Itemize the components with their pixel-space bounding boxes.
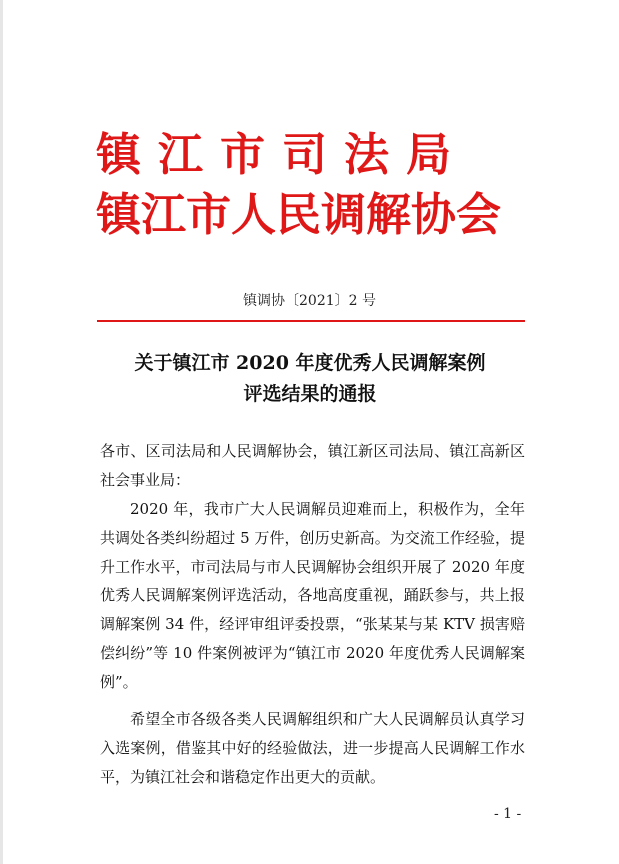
page-edge bbox=[0, 0, 3, 864]
salutation-block bbox=[100, 437, 525, 495]
issuing-org-mediation-association: 镇江市人民调解协会 bbox=[96, 188, 502, 241]
document-title-line1: 关于镇江市 2020 年度优秀人民调解案例 bbox=[134, 352, 486, 374]
body-paragraph-1: 2020 年，我市广大人民调解员迎难而上，积极作为，全年共调处各类纠纷超过 5 万件，创历史新高。为交流工作经验，提升工作水平，市司法局与市人民调解协会组织开展了 2020 年度优秀人民调解案例评选活动，各地高度重视，踊跃参与，共上报调解案例 34 件，经评审组评委投票，“张某某与某 KTV 损害赔偿纠纷”等 10 件案例被评为“镇江市 2020 年度优秀人民调解案例”。 bbox=[100, 500, 525, 691]
paragraph-block-2 bbox=[100, 705, 525, 791]
red-divider bbox=[97, 320, 525, 322]
document-number: 镇调协〔2021〕2 号 bbox=[243, 293, 376, 309]
document-title-line2: 评选结果的通报 bbox=[243, 383, 377, 405]
salutation: 各市、区司法局和人民调解协会，镇江新区司法局、镇江高新区社会事业局： bbox=[100, 442, 525, 489]
body-paragraph-2: 希望全市各级各类人民调解组织和广大人民调解员认真学习入选案例，借鉴其中好的经验做法，进一步提高人民调解工作水平，为镇江社会和谐稳定作出更大的贡献。 bbox=[100, 710, 525, 786]
page-number: - 1 - bbox=[494, 806, 522, 822]
issuing-org-justice-bureau: 镇江市司法局 bbox=[96, 128, 469, 181]
paragraph-block-1 bbox=[100, 495, 525, 697]
